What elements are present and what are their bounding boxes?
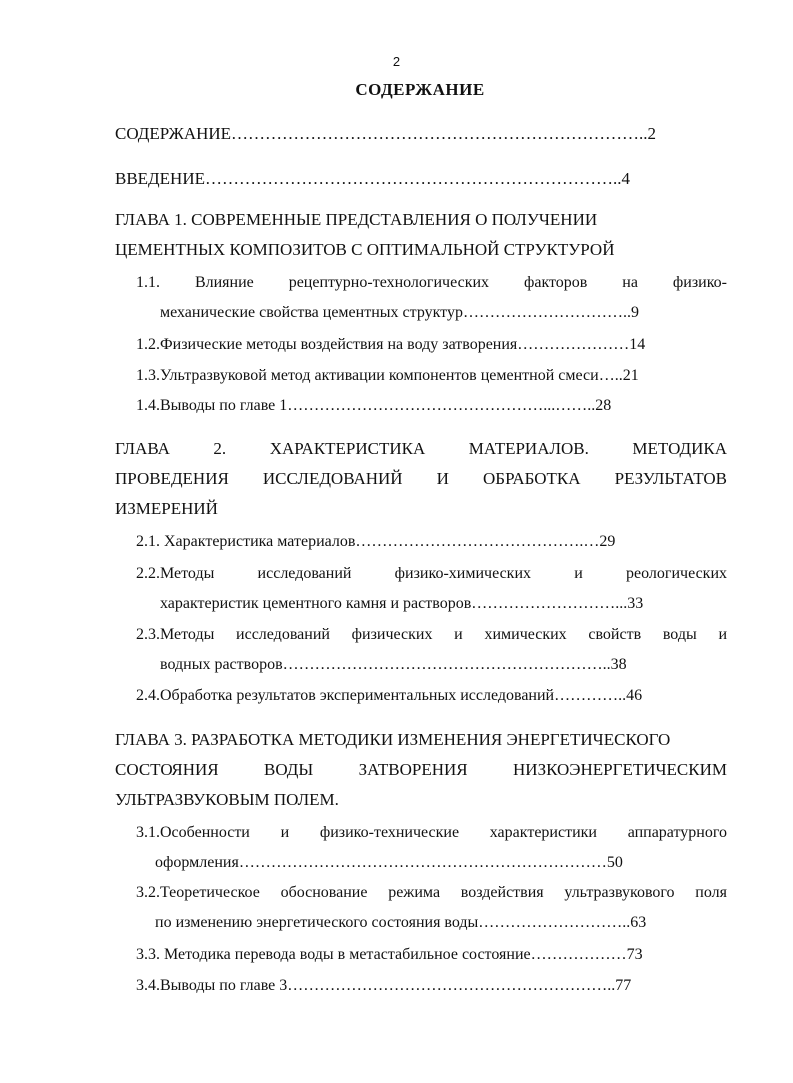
toc-section-3-1-line-2: оформления……………………………………………………………50 [155,854,623,871]
toc-section-2-3-line-1: 2.3.Методы исследований физических и химических свойств воды и [136,626,727,643]
toc-section-1-4: 1.4.Выводы по главе 1…………………………………………...……..28 [136,397,612,414]
page-number: 2 [392,54,401,69]
toc-chapter-2-line-3: ИЗМЕРЕНИЙ [115,499,218,518]
toc-section-3-2-line-2: по изменению энергетического состояния воды………………………..63 [155,914,647,931]
toc-chapter-1-line-1: ГЛАВА 1. СОВРЕМЕННЫЕ ПРЕДСТАВЛЕНИЯ О ПОЛУЧЕНИИ [115,210,598,229]
contents-heading: СОДЕРЖАНИЕ [355,80,485,99]
toc-section-2-4: 2.4.Обработка результатов экспериментальных исследований…………..46 [136,687,643,704]
toc-chapter-2-line-1: ГЛАВА 2. ХАРАКТЕРИСТИКА МАТЕРИАЛОВ. МЕТОДИКА [115,439,727,458]
toc-entry-contents: СОДЕРЖАНИЕ………………………………………………………………..2 [115,124,657,143]
toc-section-3-2-line-1: 3.2.Теоретическое обоснование режима воздействия ультразвукового поля [136,884,727,901]
toc-chapter-3-line-1: ГЛАВА 3. РАЗРАБОТКА МЕТОДИКИ ИЗМЕНЕНИЯ ЭНЕРГЕТИЧЕСКОГО [115,730,671,749]
toc-section-2-3-line-2: водных растворов……………………………………………………..38 [160,656,627,673]
toc-section-3-3: 3.3. Методика перевода воды в метастабильное состояние………………73 [136,946,643,963]
toc-section-3-1-line-1: 3.1.Особенности и физико-технические характеристики аппаратурного [136,824,727,841]
toc-section-1-1-line-2: механические свойства цементных структур…………………………..9 [160,304,639,321]
toc-chapter-1-line-2: ЦЕМЕНТНЫХ КОМПОЗИТОВ С ОПТИМАЛЬНОЙ СТРУКТУРОЙ [115,240,615,259]
toc-section-1-2: 1.2.Физические методы воздействия на воду затворения…………………14 [136,336,646,353]
toc-section-3-4: 3.4.Выводы по главе 3……………………………………………………..77 [136,977,632,994]
toc-section-1-3: 1.3.Ультразвуковой метод активации компонентов цементной смеси…..21 [136,367,639,384]
toc-chapter-3-line-3: УЛЬТРАЗВУКОВЫМ ПОЛЕМ. [115,790,339,809]
toc-entry-introduction: ВВЕДЕНИЕ………………………………………………………………..4 [115,169,630,188]
toc-section-2-2-line-2: характеристик цементного камня и растворов………………………...33 [160,595,644,612]
toc-chapter-2-line-2: ПРОВЕДЕНИЯ ИССЛЕДОВАНИЙ И ОБРАБОТКА РЕЗУЛЬТАТОВ [115,469,727,488]
toc-section-2-2-line-1: 2.2.Методы исследований физико-химических и реологических [136,565,727,582]
toc-chapter-3-line-2: СОСТОЯНИЯ ВОДЫ ЗАТВОРЕНИЯ НИЗКОЭНЕРГЕТИЧЕСКИМ [115,760,727,779]
toc-section-1-1-line-1: 1.1. Влияние рецептурно-технологических факторов на физико- [136,274,727,291]
toc-section-2-1: 2.1. Характеристика материалов…………………………………….…29 [136,533,616,550]
